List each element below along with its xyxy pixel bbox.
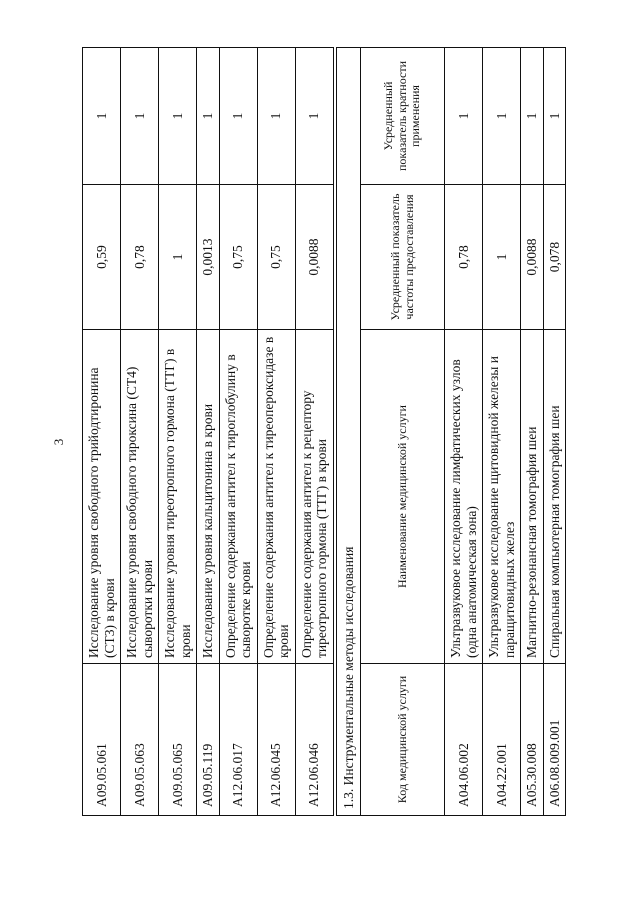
service-code: A05.30.008 [521, 664, 544, 816]
header-frequency: Усредненный показатель частоты предоставления [361, 185, 445, 330]
lab-tests-table [82, 47, 334, 816]
service-code: A12.06.045 [257, 664, 295, 816]
service-name: Исследование уровня свободного тироксина (СТ4) сыворотки крови [121, 330, 159, 664]
table-row [257, 48, 295, 816]
multiplicity-value: 1 [445, 47, 483, 184]
service-code: A09.05.063 [121, 664, 159, 816]
lab-tests-table-rotated [82, 48, 330, 816]
frequency-value: 0,75 [219, 185, 257, 330]
table-row [483, 47, 521, 815]
frequency-value: 0,75 [257, 185, 295, 330]
table-row [445, 47, 483, 815]
service-name: Спиральная компьютерная томография шеи [543, 330, 566, 664]
service-code: A06.08.009.001 [543, 664, 566, 816]
header-multiplicity: Усредненный показатель кратности применения [361, 47, 445, 184]
service-name: Исследование уровня свободного трийодтиронина (СТ3) в крови [83, 330, 121, 664]
frequency-value: 0,0088 [521, 185, 544, 330]
table-row [219, 48, 257, 816]
service-code: A04.22.001 [483, 664, 521, 816]
frequency-value: 0,078 [543, 185, 566, 330]
service-name: Определение содержания антител к тиреопероксидазе в крови [257, 330, 295, 664]
multiplicity-value: 1 [197, 48, 220, 185]
service-code: A09.05.065 [159, 664, 197, 816]
service-code: A09.05.061 [83, 664, 121, 816]
multiplicity-value: 1 [295, 48, 333, 185]
page-number: 3 [51, 438, 66, 446]
multiplicity-value: 1 [121, 48, 159, 185]
service-code: A12.06.017 [219, 664, 257, 816]
section-title: 1.3. Инструментальные методы исследования [337, 47, 361, 815]
table-row [197, 48, 220, 816]
instrumental-methods-table-rotated [336, 48, 564, 816]
multiplicity-value: 1 [521, 47, 544, 184]
table-row [83, 48, 121, 816]
header-name: Наименование медицинской услуги [361, 330, 445, 664]
frequency-value: 1 [159, 185, 197, 330]
service-name: Ультразвуковое исследование лимфатических узлов (одна анатомическая зона) [445, 330, 483, 664]
multiplicity-value: 1 [83, 48, 121, 185]
service-name: Магнитно-резонансная томография шеи [521, 330, 544, 664]
section-title-row [337, 47, 361, 815]
service-code: A04.06.002 [445, 664, 483, 816]
table-row [295, 48, 333, 816]
service-name: Определение содержания антител к тироглобулину в сыворотке крови [219, 330, 257, 664]
service-name: Исследование уровня кальцитонина в крови [197, 330, 220, 664]
frequency-value: 0,0088 [295, 185, 333, 330]
frequency-value: 0,78 [445, 185, 483, 330]
table-row [121, 48, 159, 816]
frequency-value: 0,59 [83, 185, 121, 330]
table-row [543, 47, 566, 815]
table-row [159, 48, 197, 816]
table-row [521, 47, 544, 815]
multiplicity-value: 1 [257, 48, 295, 185]
service-code: A09.05.119 [197, 664, 220, 816]
frequency-value: 1 [483, 185, 521, 330]
multiplicity-value: 1 [219, 48, 257, 185]
instrumental-methods-table [336, 47, 566, 816]
multiplicity-value: 1 [483, 47, 521, 184]
service-code: A12.06.046 [295, 664, 333, 816]
multiplicity-value: 1 [159, 48, 197, 185]
header-code: Код медицинской услуги [361, 664, 445, 816]
multiplicity-value: 1 [543, 47, 566, 184]
frequency-value: 0,0013 [197, 185, 220, 330]
service-name: Определение содержания антител к рецептору тиреотропного гормона (ТТГ) в крови [295, 330, 333, 664]
frequency-value: 0,78 [121, 185, 159, 330]
header-row [361, 47, 445, 815]
service-name: Исследование уровня тиреотропного гормона (ТТГ) в крови [159, 330, 197, 664]
service-name: Ультразвуковое исследование щитовидной железы и паращитовидных желез [483, 330, 521, 664]
